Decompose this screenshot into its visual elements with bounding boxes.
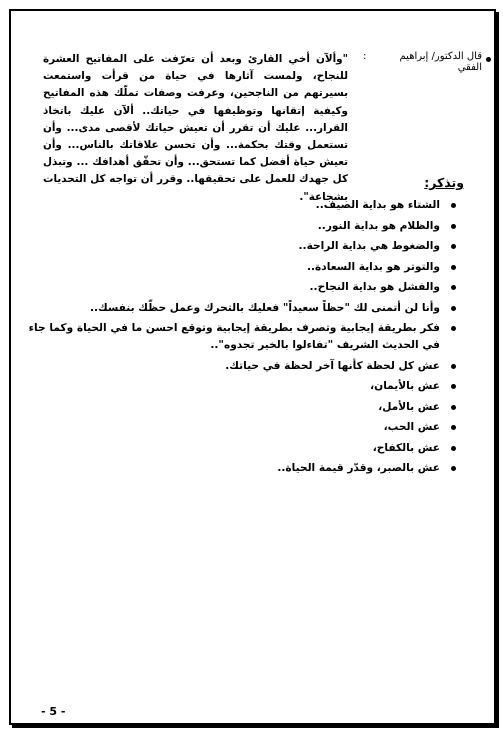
list-item: والضغوط هي بداية الراحة.. [11, 238, 456, 255]
list-item: عش بالأيمان، [11, 378, 456, 395]
list-item: عش بالصبر، وقدّر قيمة الحياة.. [11, 460, 456, 477]
speaker [363, 51, 491, 73]
bullet-icon [451, 405, 456, 410]
list-item: والفشل هو بداية النجاح.. [11, 279, 456, 296]
speaker-label: قال الدكتور/ إبراهيم الفقي [399, 51, 482, 73]
bullet-icon [451, 203, 456, 208]
list-item: عش بالكفاح، [11, 440, 456, 457]
list-item: فكر بطريقة إيجابية وتصرف بطريقة إيجابية وتوقع احسن ما في الحياة وكما جاء في الحديث الشريف "تفاءلوا بالخير تجدوه".. [11, 320, 456, 355]
bullet-icon [451, 466, 456, 471]
bullet-icon [451, 446, 456, 451]
bullet-icon [451, 425, 456, 430]
bullet-icon [486, 57, 491, 62]
list-item: عش كل لحظة كأنها آخر لحظة في حياتك. [11, 358, 456, 375]
bullet-icon [451, 384, 456, 389]
list-item: عش بالأمل، [11, 399, 456, 416]
page-number: - 5 - [41, 705, 66, 718]
list-item: عش الحب، [11, 419, 456, 436]
quote-text: "وألآن أخي القارئ وبعد أن تعرّفت على المفاتيح العشرة للنجاح، ولمست آثارها في حياة من قرأت واستمعت بسيرتهم من الناجحين، وعرفت وصفات تملّك هذه المفاتيح وكيفية إتقانها وتوظيفها في حياتك.. ألآن عليك باتخاذ القرار... عليك أن تقرر أن تعيش حياتك لأقصى مدى... وأن تستعمل وقتك بحكمة... وأن تحسن علاقاتك بالناس... وأن تعيش حياة أفضل كما تستحق... وأن تحقّق أهدافك ... وتبذل كل جهدك للعمل على تحقيقها.. وقرر أن تواجه كل التحديات بشجاعة". [43, 53, 348, 203]
list-item: الشتاء هو بداية الصيف.. [11, 197, 456, 214]
page-frame [9, 9, 496, 725]
bullet-icon [451, 224, 456, 229]
bullet-icon [451, 326, 456, 331]
bullet-icon [451, 364, 456, 369]
list-item: والتوتر هو بداية السعادة.. [11, 259, 456, 276]
remember-list [11, 197, 456, 481]
bullet-icon [451, 285, 456, 290]
bullet-icon [451, 265, 456, 270]
bullet-icon [451, 306, 456, 311]
remember-heading: وتذكر: [424, 175, 464, 190]
speaker-colon: : [363, 51, 367, 62]
list-item: وأنا لن أتمنى لك "حظاً سعيداً" فعليك بالتحرك وعمل حظّك بنفسك.. [11, 300, 456, 317]
list-item: والظلام هو بداية النور.. [11, 218, 456, 235]
bullet-icon [451, 244, 456, 249]
